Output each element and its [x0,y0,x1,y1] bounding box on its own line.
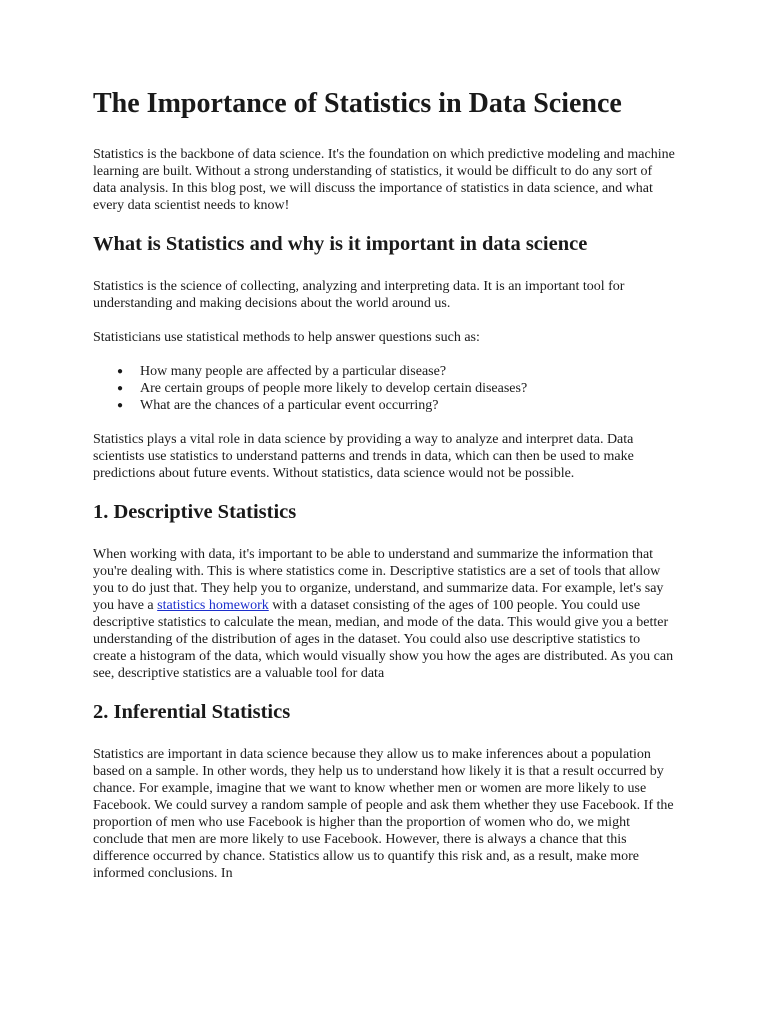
list-item-text: What are the chances of a particular event occurring? [140,398,439,413]
what-paragraph-3: Statistics plays a vital role in data science by providing a way to analyze and interpret data. Data scientists use statistics to understand patterns and trends in data, which can then be used to make predictions about future events. Without statistics, data science would not be possible. [93,432,634,481]
document-page [93,86,675,899]
what-paragraph-2: Statisticians use statistical methods to help answer questions such as: [93,330,480,345]
section-heading-descriptive: 1. Descriptive Statistics [93,501,297,523]
list-item [117,397,675,414]
what-paragraph-1: Statistics is the science of collecting, analyzing and interpreting data. It is an important tool for understanding and making decisions about the world around us. [93,279,625,311]
list-item-text: Are certain groups of people more likely to develop certain diseases? [140,381,528,396]
bullet-icon: ● [117,400,124,411]
page-title: The Importance of Statistics in Data Science [93,88,622,119]
list-item-text: How many people are affected by a particular disease? [140,364,447,379]
descriptive-text-before-link: When working with data, it's important to be able to understand and summarize the information that you're dealing with. This is where statistics come in. Descriptive statistics are a set of tools that allow you to do just that. They help you to organize, understand, and summarize data. For example, let's say you have a [93,547,664,613]
statistics-homework-link[interactable]: statistics homework [157,598,269,613]
questions-list [93,363,675,414]
descriptive-paragraph [93,546,675,682]
inferential-paragraph: Statistics are important in data science because they allow us to make inferences about a population based on a sample. In other words, they help us to understand how likely it is that a result occurred by chance. For example, imagine that we want to know whether men or women are more likely to use Facebook. We could survey a random sample of people and ask them whether they use Facebook. If the proportion of men who use Facebook is higher than the proportion of women who do, we might conclude that men are more likely to use Facebook. However, there is always a chance that this difference occurred by chance. Statistics allow us to quantify this risk and, as a result, make more informed conclusions. In [93,747,674,881]
section-heading-what-is-statistics: What is Statistics and why is it important in data science [93,233,588,255]
descriptive-text-after-link: with a dataset consisting of the ages of 100 people. You could use descriptive statistics to calculate the mean, median, and mode of the data. This would give you a better understanding of the distribution of ages in the dataset. You could also use descriptive statistics to create a histogram of the data, which would visually show you how the ages are distributed. As you can see, descriptive statistics are a valuable tool for data [93,598,674,681]
list-item [117,363,675,380]
intro-paragraph: Statistics is the backbone of data science. It's the foundation on which predictive modeling and machine learning are built. Without a strong understanding of statistics, it would be difficult to do any sort of data analysis. In this blog post, we will discuss the importance of statistics in data science, and what every data scientist needs to know! [93,147,675,213]
bullet-icon: ● [117,383,124,394]
bullet-icon: ● [117,366,124,377]
list-item [117,380,675,397]
section-heading-inferential: 2. Inferential Statistics [93,701,291,723]
